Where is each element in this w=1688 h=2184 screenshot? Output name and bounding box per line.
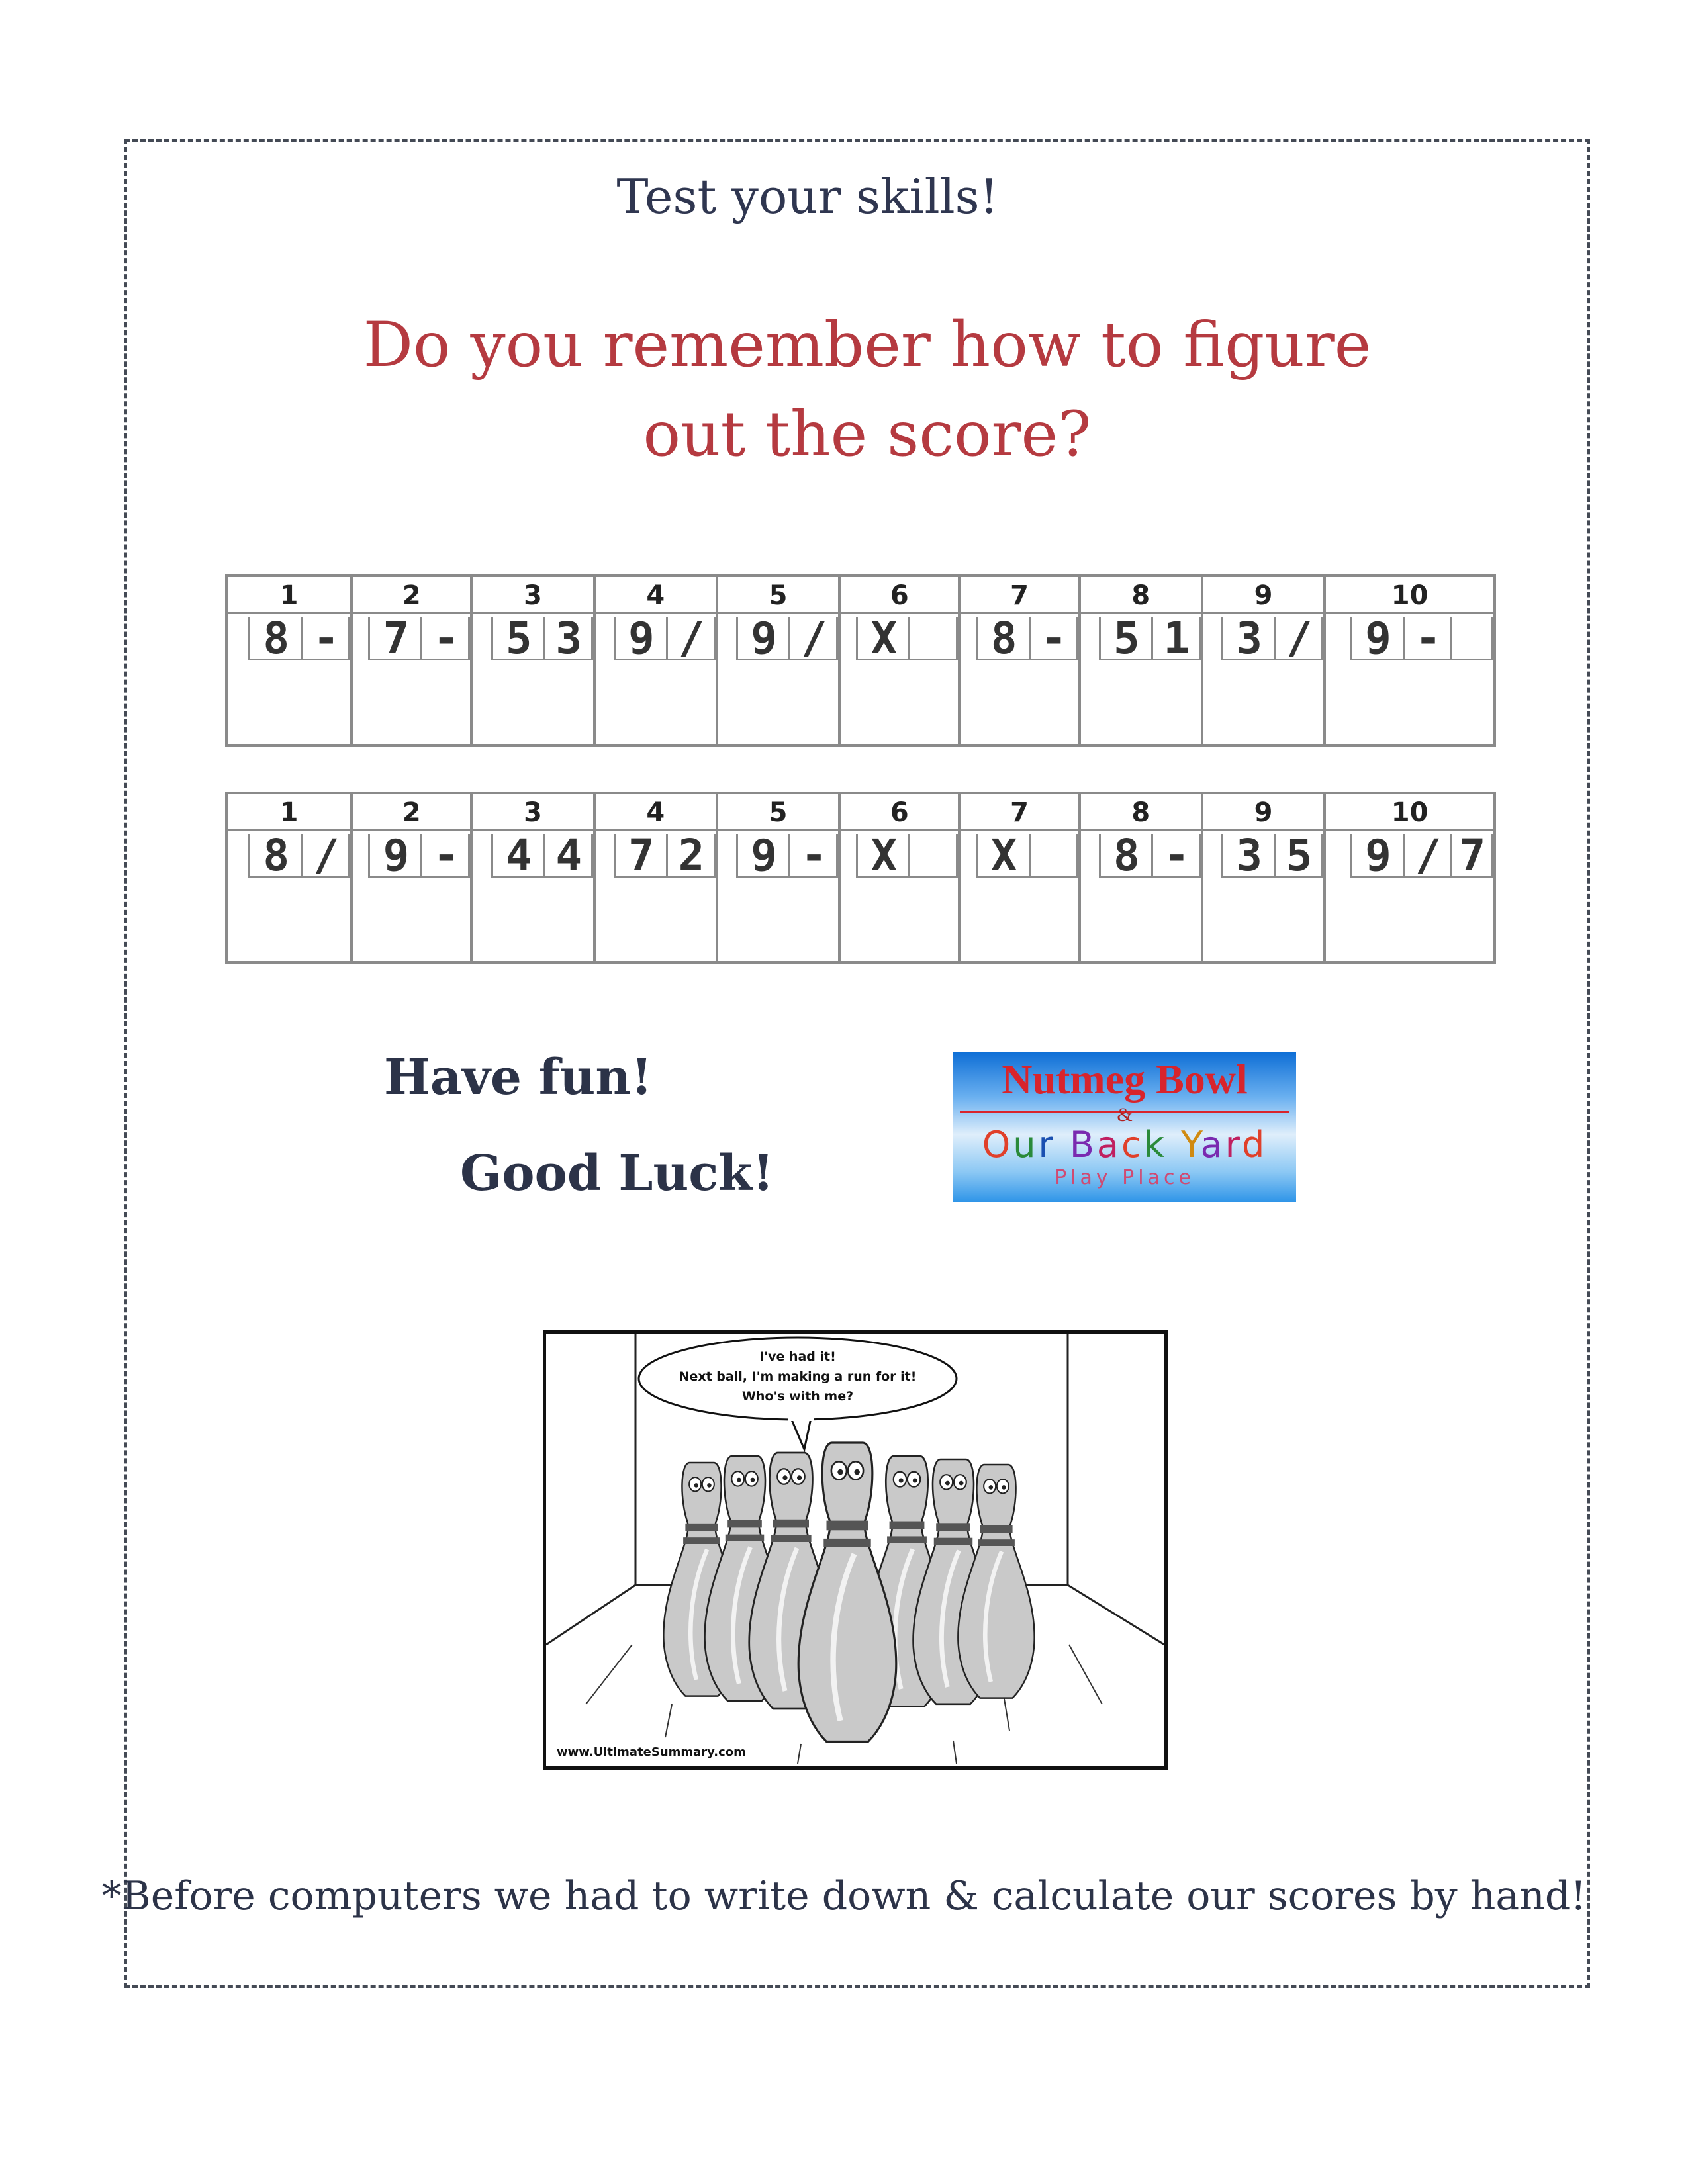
roll-box: / bbox=[790, 617, 838, 660]
roll-box bbox=[1031, 834, 1078, 878]
frame-2 bbox=[353, 577, 473, 744]
test-skills-heading: Test your skills! bbox=[616, 169, 999, 224]
frame-number: 10 bbox=[1326, 577, 1493, 614]
roll-box: - bbox=[1153, 834, 1201, 878]
roll-box: 9 bbox=[736, 617, 790, 660]
roll-box: 8 bbox=[976, 617, 1031, 660]
roll-box: 1 bbox=[1153, 617, 1201, 660]
frame-1 bbox=[228, 794, 353, 961]
roll-box: - bbox=[1031, 617, 1078, 660]
roll-box: 9 bbox=[368, 834, 422, 878]
footnote: *Before computers we had to write down & calculate our scores by hand! bbox=[101, 1873, 1587, 1919]
roll-box: 9 bbox=[736, 834, 790, 878]
frame-8 bbox=[1081, 577, 1203, 744]
roll-box: 5 bbox=[1099, 617, 1153, 660]
roll-box: / bbox=[1276, 617, 1323, 660]
frame-number: 7 bbox=[961, 794, 1078, 831]
nutmeg-bowl-logo bbox=[953, 1052, 1296, 1202]
roll-box bbox=[910, 834, 958, 878]
frame-rolls bbox=[491, 613, 593, 664]
roll-box: 4 bbox=[545, 834, 593, 878]
roll-box: - bbox=[1405, 617, 1452, 660]
roll-box: 9 bbox=[1350, 834, 1405, 878]
speech-line-1: I've had it! bbox=[759, 1349, 836, 1364]
question-heading-line1: Do you remember how to figure bbox=[363, 309, 1372, 381]
logo-ampersand: & bbox=[1117, 1104, 1133, 1126]
frame-4 bbox=[596, 794, 718, 961]
frame-rolls bbox=[368, 830, 470, 881]
roll-box: X bbox=[976, 834, 1031, 878]
frame-number: 6 bbox=[841, 794, 958, 831]
frame-number: 4 bbox=[596, 577, 716, 614]
frame-3 bbox=[473, 577, 595, 744]
roll-box: / bbox=[303, 834, 350, 878]
frame-9 bbox=[1203, 577, 1326, 744]
frame-rolls bbox=[976, 830, 1078, 881]
cartoon-credit: www.UltimateSummary.com bbox=[557, 1745, 746, 1759]
frame-number: 9 bbox=[1203, 794, 1323, 831]
roll-box: 2 bbox=[668, 834, 716, 878]
frame-1 bbox=[228, 577, 353, 744]
bowling-pins bbox=[663, 1443, 1034, 1742]
roll-box bbox=[1452, 617, 1493, 660]
roll-box: 5 bbox=[1276, 834, 1323, 878]
frame-rolls bbox=[736, 613, 838, 664]
frame-rolls bbox=[491, 830, 593, 881]
logo-our-back-yard: Our Back Yard bbox=[982, 1124, 1268, 1165]
frame-4 bbox=[596, 577, 718, 744]
frame-rolls bbox=[1350, 830, 1493, 881]
frame-rolls bbox=[614, 613, 716, 664]
roll-box: 8 bbox=[248, 834, 303, 878]
frame-6 bbox=[841, 577, 961, 744]
scorecard-2 bbox=[225, 792, 1496, 964]
speech-line-3: Who's with me? bbox=[741, 1389, 854, 1404]
roll-box: - bbox=[422, 834, 470, 878]
roll-box: 4 bbox=[491, 834, 545, 878]
frame-rolls bbox=[856, 830, 958, 881]
roll-box: 5 bbox=[491, 617, 545, 660]
roll-box: / bbox=[1405, 834, 1452, 878]
frame-number: 1 bbox=[228, 577, 350, 614]
frame-number: 8 bbox=[1081, 577, 1201, 614]
frame-rolls bbox=[614, 830, 716, 881]
frame-8 bbox=[1081, 794, 1203, 961]
frame-rolls bbox=[1221, 830, 1323, 881]
frame-number: 4 bbox=[596, 794, 716, 831]
roll-box: 8 bbox=[248, 617, 303, 660]
frame-rolls bbox=[1221, 613, 1323, 664]
roll-box: / bbox=[668, 617, 716, 660]
frame-3 bbox=[473, 794, 595, 961]
frame-10 bbox=[1326, 577, 1493, 744]
roll-box: 3 bbox=[545, 617, 593, 660]
frame-2 bbox=[353, 794, 473, 961]
frame-number: 5 bbox=[718, 577, 838, 614]
frame-number: 2 bbox=[353, 577, 470, 614]
roll-box: 8 bbox=[1099, 834, 1153, 878]
roll-box: X bbox=[856, 617, 910, 660]
roll-box: 3 bbox=[1221, 834, 1276, 878]
frame-number: 5 bbox=[718, 794, 838, 831]
frame-rolls bbox=[736, 830, 838, 881]
frame-rolls bbox=[368, 613, 470, 664]
frame-number: 9 bbox=[1203, 577, 1323, 614]
roll-box: 9 bbox=[614, 617, 668, 660]
frame-number: 1 bbox=[228, 794, 350, 831]
roll-box: - bbox=[303, 617, 350, 660]
logo-play-place: Play Place bbox=[1055, 1166, 1195, 1189]
frame-number: 8 bbox=[1081, 794, 1201, 831]
frame-rolls bbox=[1099, 613, 1201, 664]
frame-rolls bbox=[856, 613, 958, 664]
question-heading-line2: out the score? bbox=[643, 398, 1092, 471]
scorecard-1 bbox=[225, 574, 1496, 747]
frame-rolls bbox=[976, 613, 1078, 664]
roll-box: 3 bbox=[1221, 617, 1276, 660]
frame-number: 6 bbox=[841, 577, 958, 614]
roll-box: - bbox=[422, 617, 470, 660]
frame-rolls bbox=[1350, 613, 1493, 664]
frame-number: 3 bbox=[473, 794, 592, 831]
frame-rolls bbox=[1099, 830, 1201, 881]
frame-7 bbox=[961, 577, 1080, 744]
roll-box: X bbox=[856, 834, 910, 878]
logo-title: Nutmeg Bowl bbox=[1002, 1056, 1248, 1103]
frame-number: 2 bbox=[353, 794, 470, 831]
have-fun-text: Have fun! bbox=[384, 1049, 653, 1106]
frame-6 bbox=[841, 794, 961, 961]
roll-box: 9 bbox=[1350, 617, 1405, 660]
roll-box bbox=[910, 617, 958, 660]
speech-bubble bbox=[645, 1347, 950, 1406]
frame-5 bbox=[718, 794, 841, 961]
frame-9 bbox=[1203, 794, 1326, 961]
frame-number: 10 bbox=[1326, 794, 1493, 831]
roll-box: 7 bbox=[614, 834, 668, 878]
frame-10 bbox=[1326, 794, 1493, 961]
roll-box: 7 bbox=[1452, 834, 1493, 878]
frame-5 bbox=[718, 577, 841, 744]
roll-box: - bbox=[790, 834, 838, 878]
bowling-pins-cartoon bbox=[543, 1330, 1168, 1770]
good-luck-text: Good Luck! bbox=[460, 1145, 774, 1202]
roll-box: 7 bbox=[368, 617, 422, 660]
speech-line-2: Next ball, I'm making a run for it! bbox=[679, 1369, 917, 1384]
frame-rolls bbox=[248, 613, 350, 664]
frame-number: 7 bbox=[961, 577, 1078, 614]
frame-7 bbox=[961, 794, 1080, 961]
frame-number: 3 bbox=[473, 577, 592, 614]
frame-rolls bbox=[248, 830, 350, 881]
